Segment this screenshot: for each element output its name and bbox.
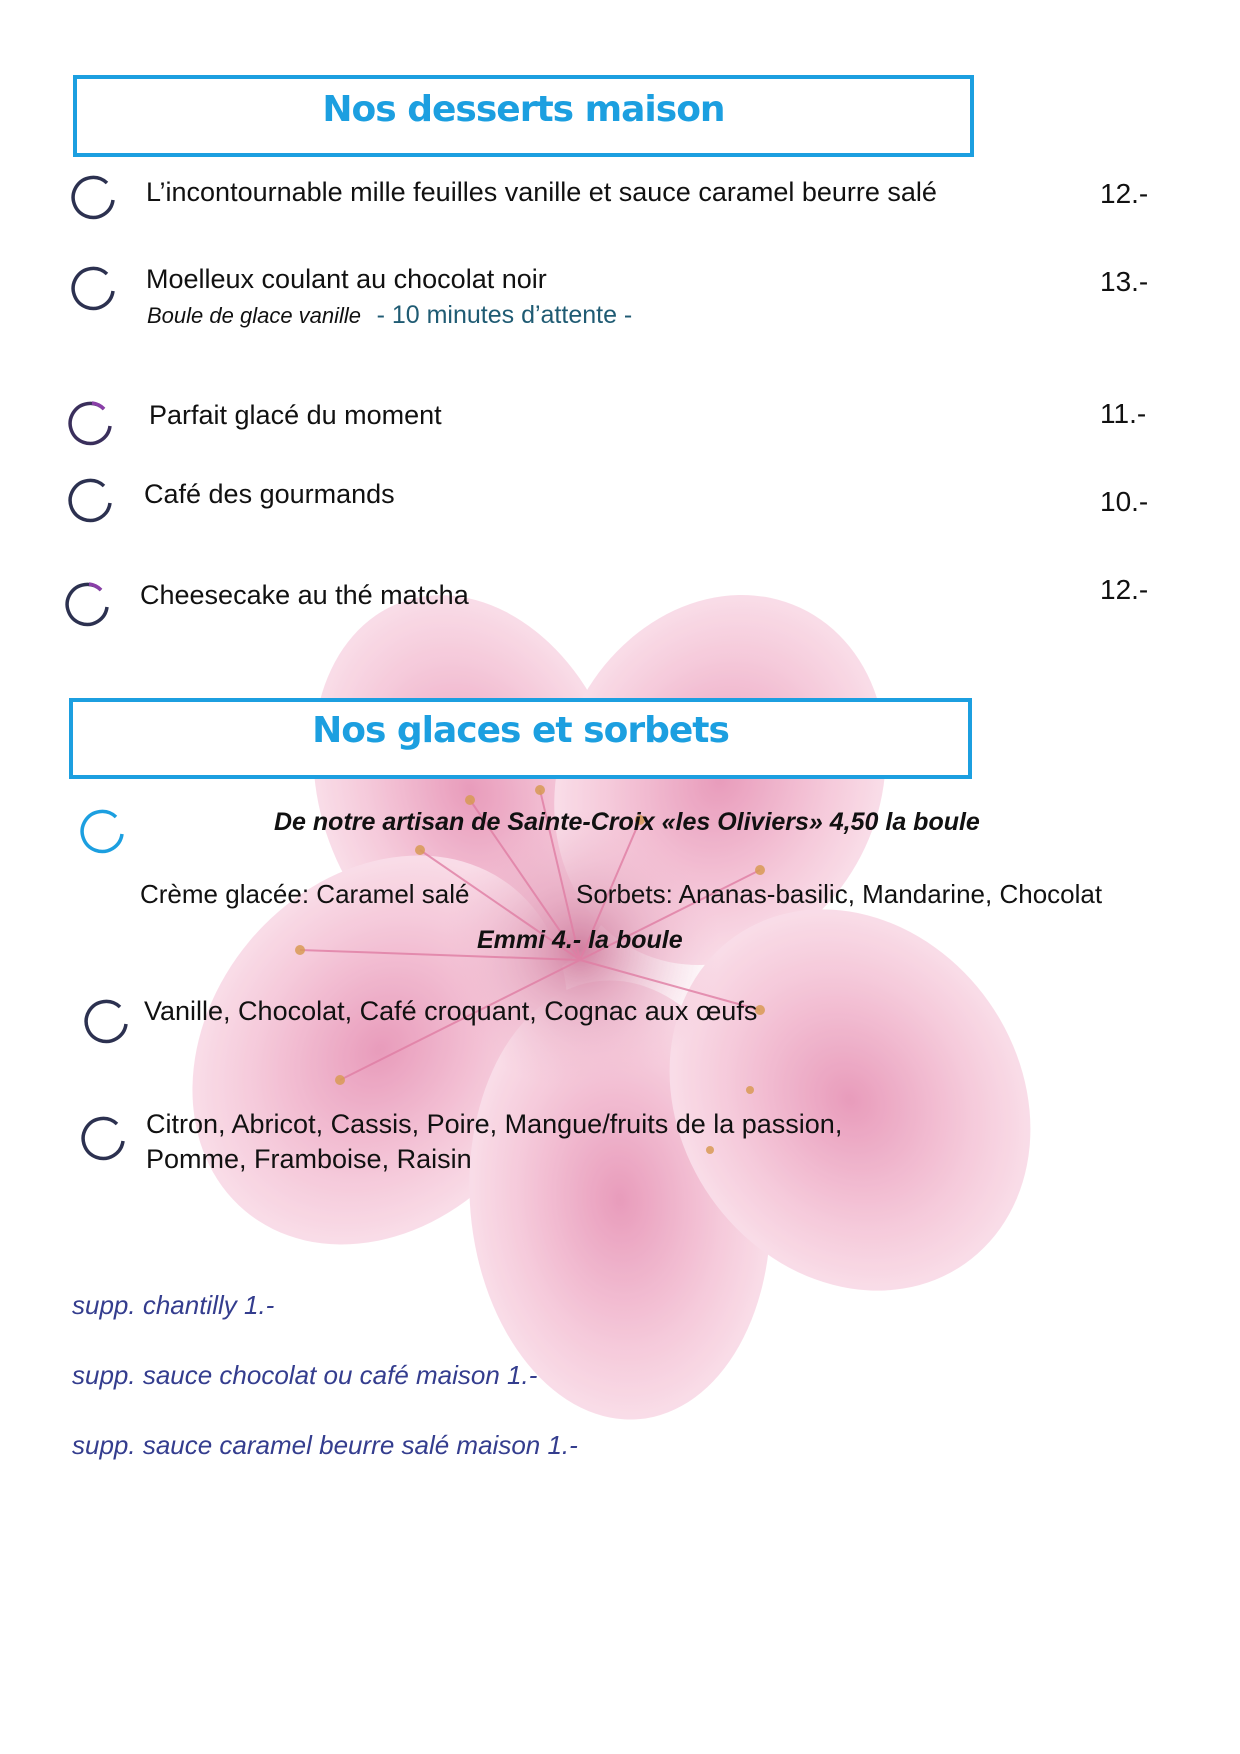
dessert-item-name: Moelleux coulant au chocolat noir (146, 264, 547, 294)
dessert-item-price: 10.- (1100, 486, 1149, 517)
supplement-item: supp. sauce chocolat ou café maison 1.- (72, 1360, 538, 1390)
dessert-item-name: L’incontournable mille feuilles vanille et sauce caramel beurre salé (146, 177, 937, 207)
dessert-item-wait: - 10 minutes d’attente - (376, 301, 633, 329)
dessert-item-price: 13.- (1100, 266, 1149, 297)
dessert-item-price: 12.- (1100, 178, 1149, 209)
circle-ring-icon (66, 398, 116, 448)
sorbets-flavors: Sorbets: Ananas-basilic, Mandarine, Chocolat (576, 879, 1103, 909)
supplement-item: supp. chantilly 1.- (72, 1290, 275, 1320)
section-title: Nos glaces et sorbets (312, 710, 729, 751)
circle-ring-icon (79, 1113, 129, 1163)
artisan-line: De notre artisan de Sainte-Croix «les Oliviers» 4,50 la boule (274, 808, 980, 836)
dessert-item-name: Parfait glacé du moment (149, 400, 442, 430)
circle-ring-icon (69, 172, 119, 222)
dessert-item-price: 12.- (1100, 574, 1149, 605)
circle-ring-icon (63, 579, 113, 629)
supplement-item: supp. sauce caramel beurre salé maison 1.- (72, 1430, 578, 1460)
dessert-item-price: 11.- (1100, 398, 1147, 429)
section-title: Nos desserts maison (322, 89, 725, 130)
section-header-glaces (69, 698, 972, 779)
dessert-item-note-row (147, 298, 632, 332)
emmi-sorbets-flavors-line1: Citron, Abricot, Cassis, Poire, Mangue/fruits de la passion, (146, 1109, 843, 1139)
emmi-line: Emmi 4.- la boule (477, 926, 683, 954)
dessert-item-name: Cheesecake au thé matcha (140, 580, 469, 610)
dessert-item-name: Café des gourmands (144, 479, 395, 509)
circle-ring-icon (66, 475, 116, 525)
creme-glacee-flavors: Crème glacée: Caramel salé (140, 879, 470, 909)
emmi-sorbets-flavors-line2: Pomme, Framboise, Raisin (146, 1144, 472, 1174)
section-header-desserts (73, 75, 974, 157)
dessert-item-note: Boule de glace vanille (147, 303, 362, 328)
circle-ring-icon (78, 806, 128, 856)
circle-ring-icon (82, 996, 132, 1046)
emmi-glaces-flavors: Vanille, Chocolat, Café croquant, Cognac aux œufs (144, 996, 758, 1026)
circle-ring-icon (69, 263, 119, 313)
